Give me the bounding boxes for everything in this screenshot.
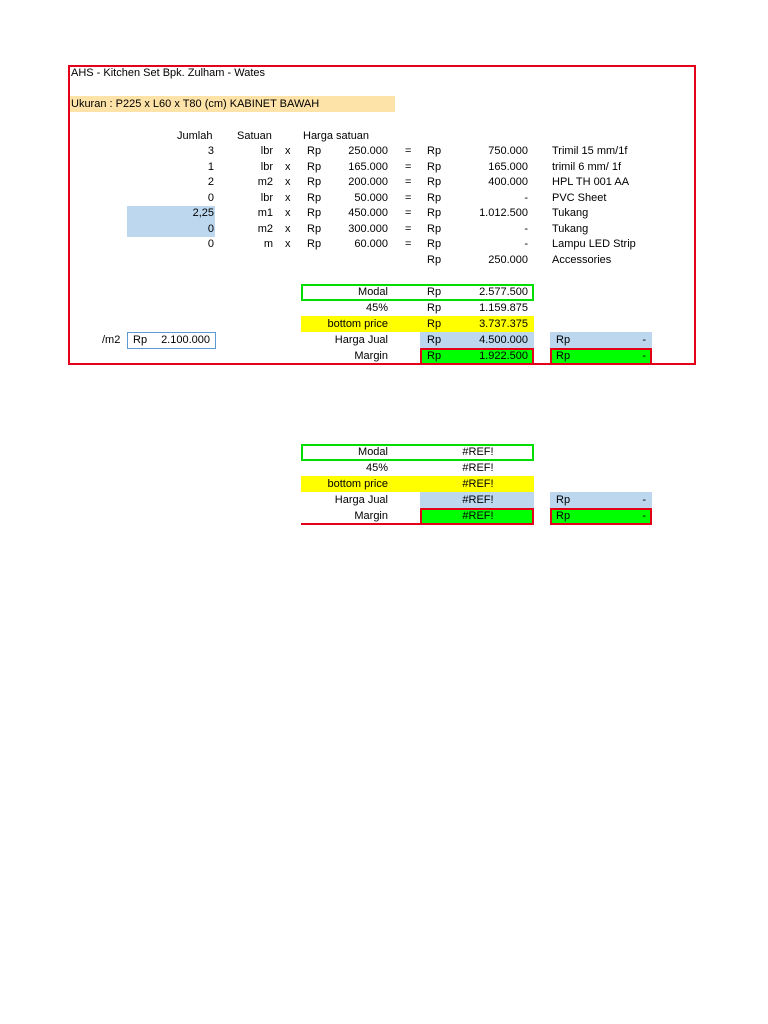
per-m2-value: 2.100.000 [161,334,210,346]
item-desc: Lampu LED Strip [552,238,636,250]
pct2-label: 45% [365,462,388,474]
pct-value: 1.159.875 [479,302,528,314]
per-m2-label: /m2 [102,334,121,346]
pct2-value: #REF! [462,462,494,474]
item-price: 165.000 [348,160,388,173]
item-total: - [524,238,528,250]
jual-value: 4.500.000 [479,334,528,346]
item-total: - [524,191,528,204]
modal-rp: Rp [427,286,442,298]
item-equals: = [405,238,412,250]
item-qty: 2,25 [192,207,214,219]
item-unit: lbr [260,160,273,173]
header-price: Harga satuan [303,130,370,142]
side-val-1: - [642,334,646,346]
item-rp-total: Rp [427,191,442,204]
side2-val-1: - [642,494,646,506]
margin2-underline [301,523,420,525]
item-total: 1.012.500 [479,207,528,219]
item-rp-total: Rp [427,238,442,250]
margin-rp: Rp [427,350,442,362]
item-rp: Rp [307,222,322,235]
bottom-value: 3.737.375 [479,318,528,330]
modal-value: 2.577.500 [479,286,528,298]
item-unit: lbr [260,191,273,204]
item-x: x [285,207,291,219]
side2-rp-1: Rp [556,494,571,506]
item-unit: m2 [257,176,273,188]
margin2-label: Margin [354,510,388,522]
jual2-value: #REF! [462,494,494,506]
sheet-title: AHS - Kitchen Set Bpk. Zulham - Wates [71,67,265,79]
margin-value: 1.922.500 [479,350,528,362]
item-total: 400.000 [488,176,528,188]
item-equals: = [405,222,412,235]
item-desc: Tukang [552,207,589,219]
margin-label: Margin [354,350,388,362]
item-total: 165.000 [488,160,528,173]
item-rp: Rp [307,238,322,250]
bottom2-label: bottom price [327,478,388,490]
item-price: 450.000 [348,207,388,219]
item-unit: m2 [257,222,273,235]
side-rp-2: Rp [556,350,571,362]
item-desc: HPL TH 001 AA [552,176,630,188]
item-equals: = [405,207,412,219]
accessories-desc: Accessories [552,254,612,266]
header-qty: Jumlah [177,130,213,142]
side2-rp-2: Rp [556,510,571,522]
accessories-rp: Rp [427,254,442,266]
item-rp-total: Rp [427,222,442,235]
item-x: x [285,238,291,250]
header-unit: Satuan [237,130,272,142]
item-qty: 0 [207,238,214,250]
pct-label: 45% [365,302,388,314]
item-rp-total: Rp [427,207,442,219]
item-rp: Rp [307,145,322,157]
item-x: x [285,176,291,188]
item-x: x [285,222,291,235]
item-x: x [285,191,291,204]
bottom-label: bottom price [327,318,388,330]
item-qty: 2 [207,176,214,188]
item-rp: Rp [307,176,322,188]
item-price: 200.000 [348,176,388,188]
item-desc: Tukang [552,222,589,235]
item-x: x [285,145,291,157]
item-desc: trimil 6 mm/ 1f [552,160,622,173]
item-rp-total: Rp [427,145,442,157]
bottom2-value: #REF! [462,478,494,490]
per-m2-rp: Rp [133,334,148,346]
item-total: - [524,222,528,235]
item-unit: m [263,238,273,250]
item-rp: Rp [307,160,322,173]
accessories-total: 250.000 [488,254,528,266]
jual-rp: Rp [427,334,442,346]
item-price: 50.000 [354,191,388,204]
item-equals: = [405,176,412,188]
jual2-label: Harga Jual [334,494,388,506]
item-rp: Rp [307,207,322,219]
item-rp: Rp [307,191,322,204]
margin2-value: #REF! [462,510,494,522]
modal2-label: Modal [358,446,388,458]
pct-rp: Rp [427,302,442,314]
item-equals: = [405,160,412,173]
item-x: x [285,160,291,173]
item-unit: m1 [257,207,273,219]
item-price: 60.000 [354,238,388,250]
item-qty: 0 [207,222,214,235]
item-desc: Trimil 15 mm/1f [552,145,628,157]
item-price: 250.000 [348,145,388,157]
item-equals: = [405,145,412,157]
bottom-rp: Rp [427,318,442,330]
item-total: 750.000 [488,145,528,157]
size-label: Ukuran : P225 x L60 x T80 (cm) KABINET BAWAH [71,98,320,110]
jual-label: Harga Jual [334,334,388,346]
item-qty: 0 [207,191,214,204]
side2-val-2: - [642,510,646,522]
side-val-2: - [642,350,646,362]
item-desc: PVC Sheet [552,191,607,204]
item-price: 300.000 [348,222,388,235]
item-rp-total: Rp [427,160,442,173]
item-qty: 3 [207,145,214,157]
item-rp-total: Rp [427,176,442,188]
modal2-value: #REF! [462,446,494,458]
side-rp-1: Rp [556,334,571,346]
item-equals: = [405,191,412,204]
item-unit: lbr [260,145,273,157]
item-qty: 1 [207,160,214,173]
modal-label: Modal [358,286,388,298]
